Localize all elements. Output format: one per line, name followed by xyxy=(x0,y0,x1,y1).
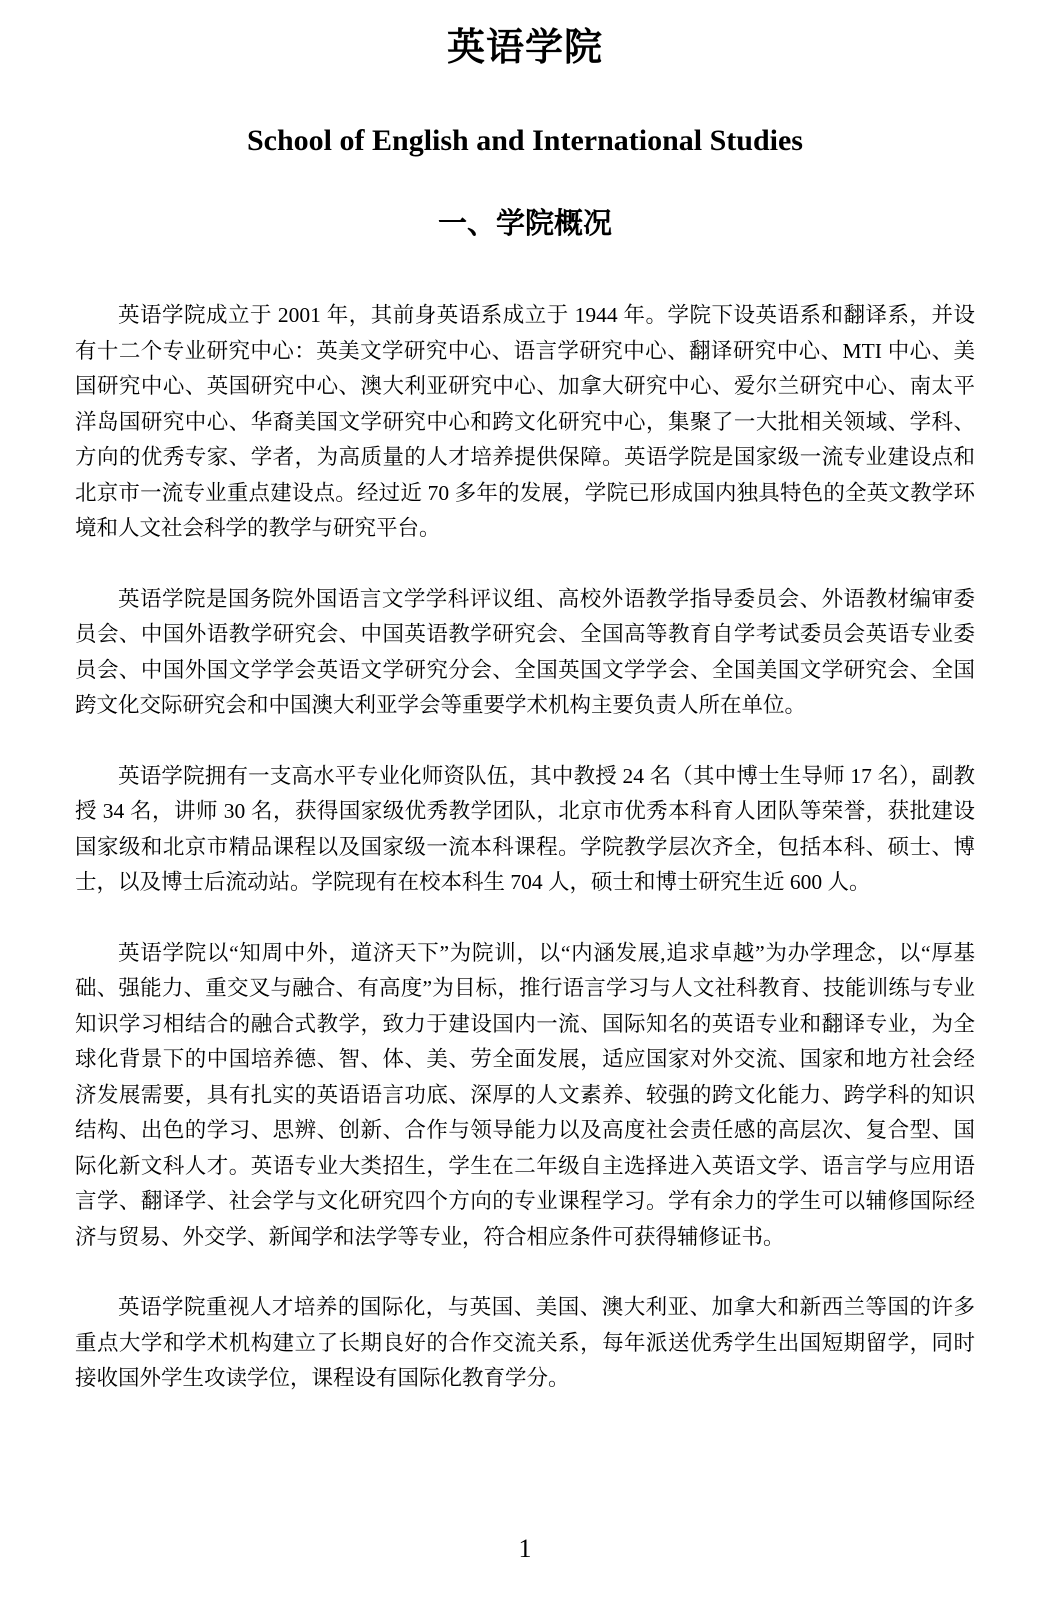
section-heading-overview: 一、学院概况 xyxy=(437,208,612,240)
paragraph-academic-organizations: 英语学院是国务院外国语言文学学科评议组、高校外语教学指导委员会、外语教材编审委员会、中国外语教学研究会、中国英语教学研究会、全国高等教育自学考试委员会英语专业委员会、中国外国文学学会英语文学研究分会、全国英国文学学会、全国美国文学研究会、全国跨文化交际研究会和中国澳大利亚学会等重要学术机构主要负责人所在单位。 xyxy=(75,586,975,717)
document-body xyxy=(75,298,975,1397)
document-title-english: School of English and International Studies xyxy=(247,124,803,157)
paragraph-motto-training: 英语学院以“知周中外，道济天下”为院训，以“内涵发展,追求卓越”为办学理念，以“厚基础、强能力、重交叉与融合、有高度”为目标，推行语言学习与人文社科教育、技能训练与专业知识学习相结合的融合式教学，致力于建设国内一流、国际知名的英语专业和翻译专业，为全球化背景下的中国培养德、智、体、美、劳全面发展，适应国家对外交流、国家和地方社会经济发展需要，具有扎实的英语语言功底、深厚的人文素养、较强的跨文化能力、跨学科的知识结构、出色的学习、思辨、创新、合作与领导能力以及高度社会责任感的高层次、复合型、国际化新文科人才。英语专业大类招生，学生在二年级自主选择进入英语文学、语言学与应用语言学、翻译学、社会学与文化研究四个方向的专业课程学习。学有余力的学生可以辅修国际经济与贸易、外交学、新闻学和法学等专业，符合相应条件可获得辅修证书。 xyxy=(75,940,975,1249)
paragraph-internationalization: 英语学院重视人才培养的国际化，与英国、美国、澳大利亚、加拿大和新西兰等国的许多重点大学和学术机构建立了长期良好的合作交流关系，每年派送优秀学生出国短期留学，同时接收国外学生攻读学位，课程设有国际化教育学分。 xyxy=(75,1295,975,1390)
document-title-chinese: 英语学院 xyxy=(446,27,603,69)
paragraph-faculty-students: 英语学院拥有一支高水平专业化师资队伍，其中教授 24 名（其中博士生导师 17 名），副教授 34 名，讲师 30 名，获得国家级优秀教学团队，北京市优秀本科育人团队等荣誉，获批建设国家级和北京市精品课程以及国家级一流本科课程。学院教学层次齐全，包括本科、硕士、博士，以及博士后流动站。学院现有在校本科生 704 人，硕士和博士研究生近 600 人。 xyxy=(75,763,975,894)
paragraph-history-centers: 英语学院成立于 2001 年，其前身英语系成立于 1944 年。学院下设英语系和翻译系，并设有十二个专业研究中心：英美文学研究中心、语言学研究中心、翻译研究中心、MTI 中心、美国研究中心、英国研究中心、澳大利亚研究中心、加拿大研究中心、爱尔兰研究中心、南太平洋岛国研究中心、华裔美国文学研究中心和跨文化研究中心，集聚了一大批相关领域、学科、方向的优秀专家、学者，为高质量的人才培养提供保障。英语学院是国家级一流专业建设点和北京市一流专业重点建设点。经过近 70 多年的发展，学院已形成国内独具特色的全英文教学环境和人文社会科学的教学与研究平台。 xyxy=(75,303,975,540)
page-number: 1 xyxy=(518,1534,532,1563)
